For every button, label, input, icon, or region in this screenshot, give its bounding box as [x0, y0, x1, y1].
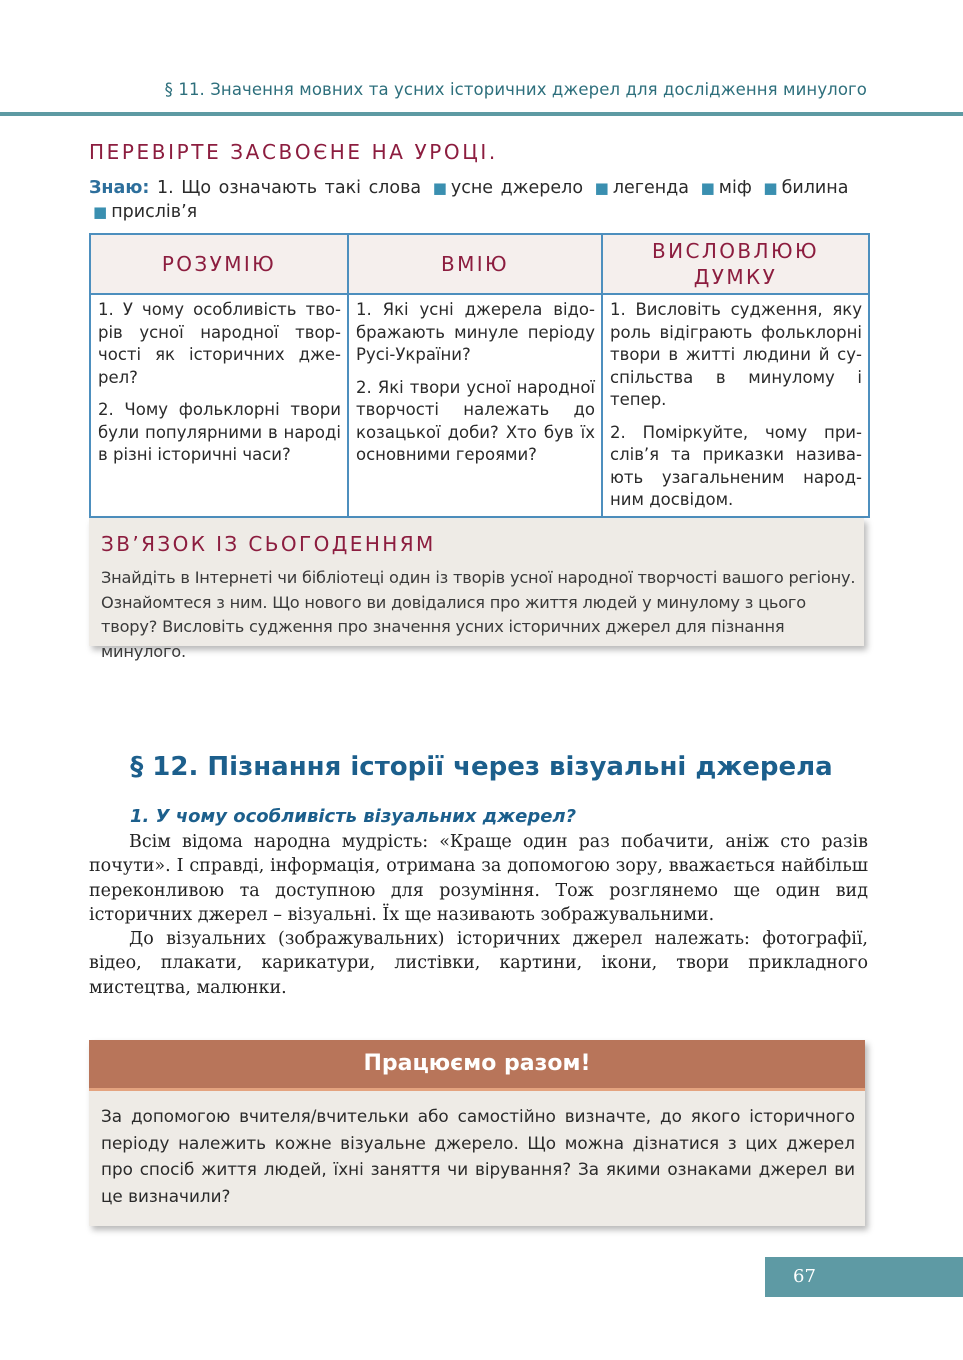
question-item: 1. Висловіть судження, яку роль відіграють фольклорні твори в житті людини й суспільства в минулому і тепер. [610, 300, 862, 409]
connection-text: Знайдіть в Інтернеті чи бібліотеці один із творів усної народної творчості вашого регіону. Ознайомтеся з ним. Що нового ви довідалися про життя людей у минулому з цього твору? Висловіть судження про значення усних історичних джерел для пізнання минулого. [101, 568, 856, 661]
know-term: прислів’я [111, 202, 198, 222]
square-bullet-icon: ■ [763, 179, 778, 197]
work-together-title: Працюємо разом! [89, 1040, 865, 1091]
paragraph: До візуальних (зображувальних) історичних джерел належать: фотографії, відео, плакати, карикатури, листівки, картини, ікони, твори прикладного мистецтва, малюнки. [89, 929, 868, 998]
connection-title: ЗВ’ЯЗОК ІЗ СЬОГОДЕННЯМ [101, 532, 436, 556]
know-intro: 1. Що означають такі слова [156, 178, 422, 198]
column-header-opinion: ВИСЛОВЛЮЮ ДУМКУ [602, 234, 869, 294]
connection-box [89, 518, 864, 661]
square-bullet-icon: ■ [432, 179, 447, 197]
question-item: 2. Які твори усної народної творчості належать до козацької доби? Хто був їх основними героями? [356, 377, 595, 464]
table-cell [348, 294, 602, 517]
review-section-title: ПЕРЕВІРТЕ ЗАСВОЄНЕ НА УРОЦІ. [89, 140, 498, 164]
know-label: Знаю: [89, 178, 150, 198]
question-item: 2. Поміркуйте, чому прислів’я та приказки називають узагальненим народним досвідом. [610, 422, 862, 509]
know-term: міф [718, 178, 752, 198]
square-bullet-icon: ■ [93, 203, 108, 221]
header-rule [0, 112, 963, 116]
subsection-title: 1. У чому особливість візуальних джерел? [130, 806, 577, 827]
know-term: усне джерело [450, 178, 584, 198]
body-text [89, 830, 868, 1000]
question-item: 1. Які усні джерела відображають минуле періоду Русі-України? [356, 300, 595, 364]
know-question [89, 176, 869, 224]
square-bullet-icon: ■ [700, 179, 715, 197]
question-item: 1. У чому особливість творів усної народної творчості як історичних джерел? [98, 300, 341, 387]
page-number: 67 [765, 1257, 963, 1297]
review-table [89, 233, 870, 518]
review-table-row [90, 294, 869, 517]
know-term: легенда [612, 178, 689, 198]
work-together-box [89, 1040, 865, 1226]
square-bullet-icon: ■ [594, 179, 609, 197]
table-cell [90, 294, 348, 517]
column-header-understand: РОЗУМІЮ [90, 234, 348, 294]
running-head: § 11. Значення мовних та усних історичних джерел для дослідження минулого [164, 80, 867, 99]
work-together-text: За допомогою вчителя/вчительки або самостійно визначте, до якого історичного періоду належить кожне візуальне джерело. Що можна дізнатися з цих джерел про спосіб життя людей, їхні заняття чи вірування? За якими ознаками джерел ви це визначили? [101, 1106, 855, 1206]
section-title: § 12. Пізнання історії через візуальні джерела [130, 752, 833, 782]
review-table-header-row [90, 234, 869, 294]
table-cell [602, 294, 869, 517]
paragraph: Всім відома народна мудрість: «Краще один раз побачити, аніж сто разів почути». І справді, інформація, отримана за допомогою зору, вважається найбільш переконливою та доступною для розуміння. Тож розглянемо ще один вид історичних джерел – візуальні. Їх ще називають зображувальними. [89, 832, 868, 925]
question-item: 2. Чому фольклорні твори були популярними в народі в різні історичні часи? [98, 400, 341, 464]
column-header-can: ВМІЮ [348, 234, 602, 294]
know-term: билина [781, 178, 849, 198]
